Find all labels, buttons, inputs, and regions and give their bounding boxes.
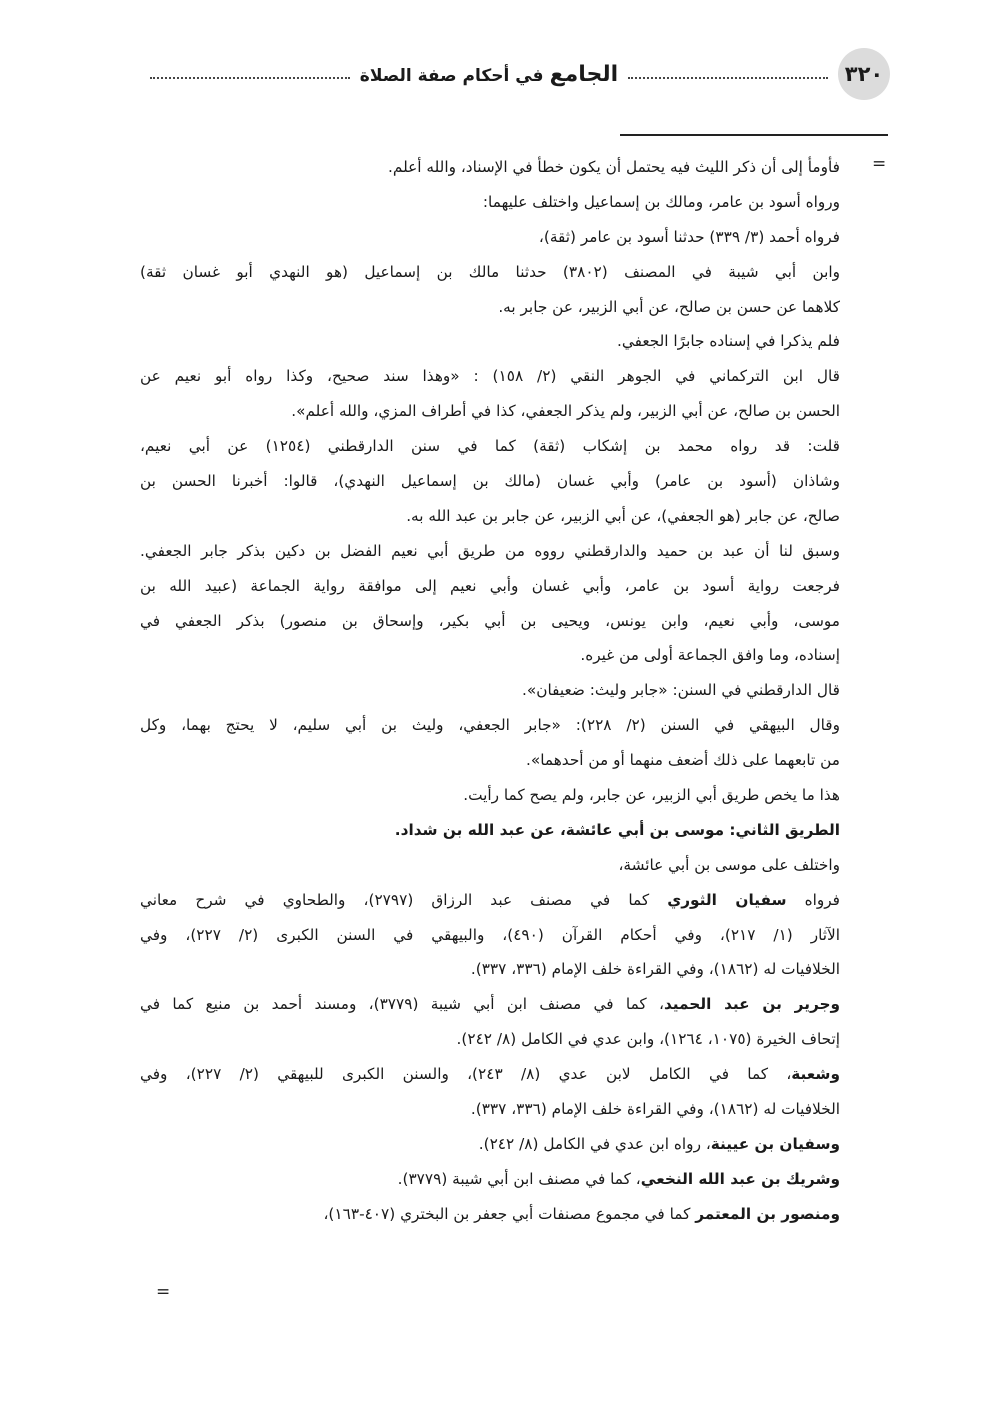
footnote-line-heading <box>140 813 840 848</box>
page-number: ٣٢٠ <box>844 62 884 86</box>
text-run: كما في مصنف عبد الرزاق (٢٧٩٧)، والطحاوي في شرح معاني <box>140 890 668 909</box>
text-run: ، كما في مصنف ابن أبي شيبة (٣٧٧٩). <box>397 1169 641 1188</box>
header-title <box>360 62 618 87</box>
book-title: الجامع <box>549 61 619 87</box>
narrator-name: وشعبة <box>791 1065 840 1084</box>
narrator-name: سفيان الثوري <box>667 890 787 909</box>
narrator-name: وجرير بن عبد الحميد <box>663 995 840 1014</box>
footnote-line: الآثار (١/ ٢١٧)، وفي أحكام القرآن (٤٩٠)، والبيهقي في السنن الكبرى (٢/ ٢٢٧)، وفي <box>140 925 840 944</box>
footnote-separator-rule <box>620 134 888 136</box>
footnote-line: هذا ما يخص طريق أبي الزبير، عن جابر، ولم يصح كما رأيت. <box>463 786 840 805</box>
footnote-line <box>140 883 840 918</box>
header-dot-leader-right <box>628 77 828 79</box>
footnote-line: فأومأ إلى أن ذكر الليث فيه يحتمل أن يكون خطأ في الإسناد، والله أعلم. <box>388 158 840 176</box>
continuation-mark-bottom: = <box>156 1282 171 1302</box>
footnote-line <box>140 1057 840 1092</box>
running-header <box>140 48 890 100</box>
footnote-line: وقال البيهقي في السنن (٢/ ٢٢٨): «جابر الجعفي، وليث بن أبي سليم، لا يحتج بهما، وكل <box>140 716 840 735</box>
footnote-line <box>140 1127 840 1162</box>
footnote-line: فلم يذكرا في إسناده جابرًا الجعفي. <box>617 332 840 351</box>
footnote-line: موسى، وأبي نعيم، وابن يونس، ويحيى بن أبي بكير، وإسحاق بن منصور) بذكر الجعفي في <box>140 611 840 630</box>
text-run: ، كما في الكامل لابن عدي (٨/ ٢٤٣)، والسنن الكبرى للبيهقي (٢/ ٢٢٧)، وفي <box>140 1065 792 1084</box>
footnote-line: وابن أبي شيبة في المصنف (٣٨٠٢) حدثنا مالك بن إسماعيل (هو النهدي أبو غسان ثقة) <box>140 262 840 281</box>
footnote-line: صالح، عن جابر (هو الجعفي)، عن أبي الزبير، عن جابر بن عبد الله به. <box>406 506 840 525</box>
header-dot-leader-left <box>150 77 350 79</box>
footnote-line: الخلافيات له (١٨٦٢)، وفي القراءة خلف الإمام (٣٣٦، ٣٣٧). <box>470 960 840 979</box>
page-number-badge <box>838 48 890 100</box>
book-subtitle: في أحكام صفة الصلاة <box>359 65 544 86</box>
text-run: ، رواه ابن عدي في الكامل (٨/ ٢٤٢). <box>478 1134 711 1153</box>
footnote-line: ورواه أسود بن عامر، ومالك بن إسماعيل واختلف عليهما: <box>482 192 840 211</box>
footnote-line <box>140 987 840 1022</box>
narrator-name: وسفيان بن عيينة <box>710 1134 840 1153</box>
narrator-name: ومنصور بن المعتمر <box>695 1204 840 1223</box>
footnote-line: من تابعهما على ذلك أضعف منهما أو من أحدهما». <box>526 751 840 770</box>
footnote-line: فرواه أحمد (٣/ ٣٣٩) حدثنا أسود بن عامر (ثقة)، <box>538 227 840 246</box>
footnote-line: قال ابن التركماني في الجوهر النقي (٢/ ١٥٨) : «وهذا سند صحيح، وكذا رواه أبو نعيم عن <box>140 367 840 386</box>
footnote-line <box>140 1197 840 1232</box>
narrator-name: وشريك بن عبد الله النخعي <box>640 1169 840 1188</box>
footnote-line <box>140 1162 840 1197</box>
footnote-line: الحسن بن صالح، عن أبي الزبير، ولم يذكر الجعفي، كذا في أطراف المزي، والله أعلم». <box>291 402 840 421</box>
footnote-line: فرجعت رواية أسود بن عامر، وأبي غسان وأبي نعيم إلى موافقة رواية الجماعة (عبيد الله بن <box>140 576 840 595</box>
footnote-line: الخلافيات له (١٨٦٢)، وفي القراءة خلف الإمام (٣٣٦، ٣٣٧). <box>470 1100 840 1119</box>
footnote-line: إتحاف الخيرة (١٠٧٥، ١٢٦٤)، وابن عدي في الكامل (٨/ ٢٤٢). <box>456 1030 840 1049</box>
text-run: ، كما في مصنف ابن أبي شيبة (٣٧٧٩)، ومسند أحمد بن منيع كما في <box>140 995 664 1014</box>
footnote-body <box>140 150 840 1232</box>
footnote-line: كلاهما عن حسن بن صالح، عن أبي الزبير، عن جابر به. <box>498 297 840 316</box>
text-run: كما في مجموع مصنفات أبي جعفر بن البختري (٤٠٧-١٦٣)، <box>323 1204 696 1223</box>
section-heading: الطريق الثاني: موسى بن أبي عائشة، عن عبد الله بن شداد. <box>394 820 840 839</box>
continuation-mark-top: = <box>872 154 887 174</box>
text-run: فرواه <box>786 890 840 909</box>
footnote-line: قال الدارقطني في السنن: «جابر وليث: ضعيفان». <box>522 681 840 700</box>
footnote-line: واختلف على موسى بن أبي عائشة، <box>618 855 840 874</box>
footnote-line: قلت: قد رواه محمد بن إشكاب (ثقة) كما في سنن الدارقطني (١٢٥٤) عن أبي نعيم، <box>140 437 840 456</box>
footnote-line: وسبق لنا أن عبد بن حميد والدارقطني رووه من طريق أبي نعيم الفضل بن دكين بذكر جابر الجعفي. <box>140 541 840 560</box>
footnote-line: إسناده، وما وافق الجماعة أولى من غيره. <box>580 646 840 665</box>
footnote-line: وشاذان (أسود بن عامر) وأبي غسان (مالك بن إسماعيل النهدي)، قالوا: أخبرنا الحسن بن <box>140 472 840 491</box>
